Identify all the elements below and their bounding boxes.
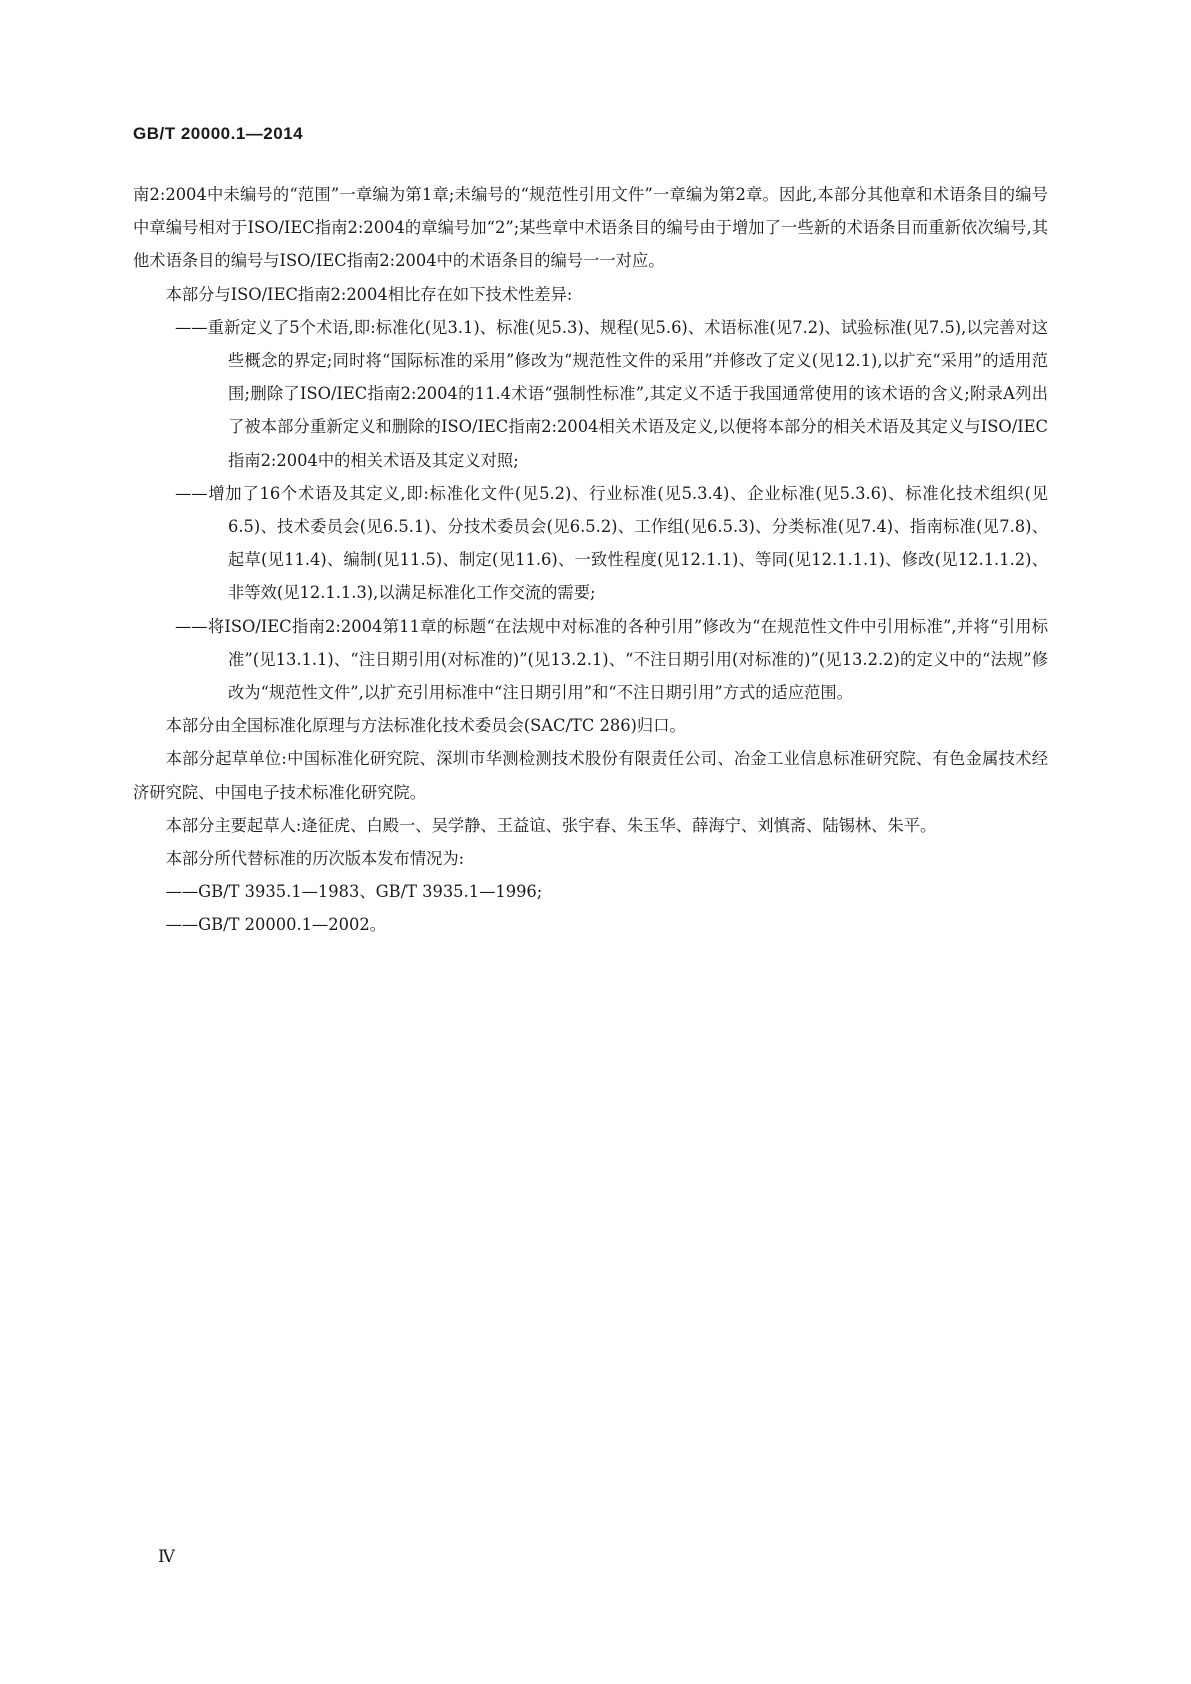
drafters-paragraph: 本部分主要起草人:逄征虎、白殿一、吴学静、王益谊、张宇春、朱玉华、薛海宁、刘慎斋、陆锡林、朱平。 <box>165 815 937 835</box>
difference-item: ——增加了16个术语及其定义,即:标准化文件(见5.2)、行业标准(见5.3.4)、企业标准(见5.3.6)、标准化技术组织(见6.5)、技术委员会(见6.5.1)、分技术委员会(见6.5.2)、工作组(见6.5.3)、分类标准(见7.4)、指南标准(见7.8)、起草(见11.4)、编制(见11.5)、制定(见11.6)、一致性程度(见12.1.1)、等同(见12.1.1.1)、修改(见12.1.1.2)、非等效(见12.1.1.3),以满足标准化工作交流的需要; <box>175 483 1048 603</box>
responsible-paragraph: 本部分由全国标准化原理与方法标准化技术委员会(SAC/TC 286)归口。 <box>165 716 686 736</box>
continuation-paragraph: 南2:2004中未编号的“范围”一章编为第1章;未编号的“规范性引用文件”一章编为第2章。因此,本部分其他章和术语条目的编号中章编号相对于ISO/IEC指南2:2004的章编号加“2”;某些章中术语条目的编号由于增加了一些新的术语条目而重新依次编号,其他术语条目的编号与ISO/IEC指南2:2004中的术语条目的编号一一对应。 <box>133 185 1048 271</box>
history-item: ——GB/T 3935.1—1983、GB/T 3935.1—1996; <box>165 882 543 902</box>
history-item: ——GB/T 20000.1—2002。 <box>165 915 386 935</box>
standard-number: GB/T 20000.1—2014 <box>133 124 304 143</box>
page-body <box>133 178 1048 942</box>
differences-intro: 本部分与ISO/IEC指南2:2004相比存在如下技术性差异: <box>165 284 573 304</box>
difference-item: ——将ISO/IEC指南2:2004第11章的标题“在法规中对标准的各种引用”修改为“在规范性文件中引用标准”,并将“引用标准”(见13.1.1)、“注日期引用(对标准的)”(见13.2.1)、“不注日期引用(对标准的)”(见13.2.2)的定义中的“法规”修改为“规范性文件”,以扩充引用标准中“注日期引用”和“不注日期引用”方式的适应范围。 <box>175 616 1048 703</box>
difference-item: ——重新定义了5个术语,即:标准化(见3.1)、标准(见5.3)、规程(见5.6)、术语标准(见7.2)、试验标准(见7.5),以完善对这些概念的界定;同时将“国际标准的采用”修改为“规范性文件的采用”并修改了定义(见12.1),以扩充“采用”的适用范围;删除了ISO/IEC指南2:2004的11.4术语“强制性标准”,其定义不适于我国通常使用的该术语的含义;附录A列出了被本部分重新定义和删除的ISO/IEC指南2:2004相关术语及定义,以便将本部分的相关术语及其定义与ISO/IEC指南2:2004中的相关术语及其定义对照; <box>175 317 1048 470</box>
page-number: Ⅳ <box>158 1547 175 1567</box>
drafting-units-paragraph: 本部分起草单位:中国标准化研究院、深圳市华测检测技术股份有限责任公司、冶金工业信息标准研究院、有色金属技术经济研究院、中国电子技术标准化研究院。 <box>133 749 1048 802</box>
history-intro: 本部分所代替标准的历次版本发布情况为: <box>165 849 465 869</box>
